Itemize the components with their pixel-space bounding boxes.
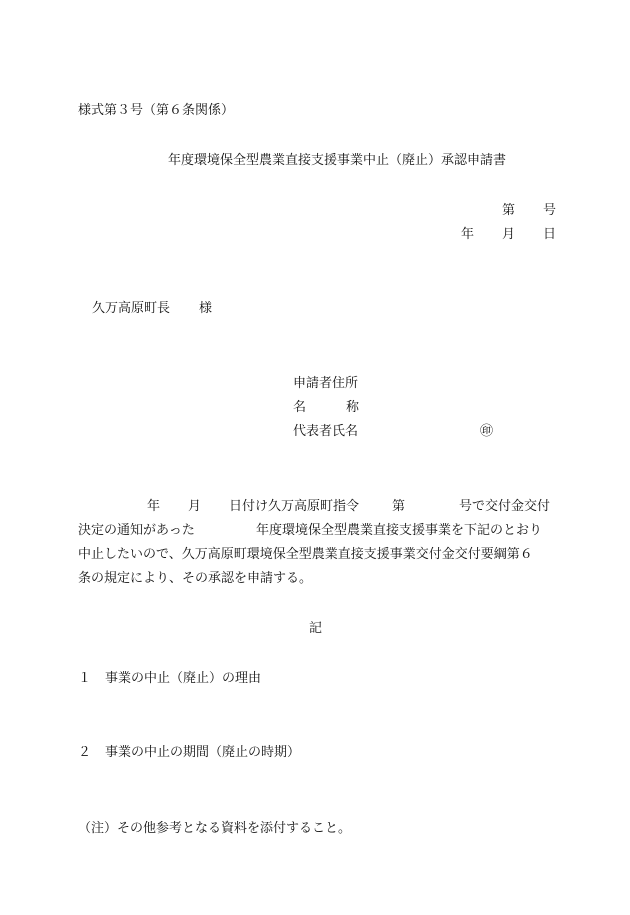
form-header: 様式第３号（第６条関係） [78, 103, 235, 118]
date-year: 年 [461, 227, 475, 242]
note: （注）その他参考となる資料を添付すること。 [78, 821, 352, 836]
item-text: 事業の中止の期間（廃止の時期） [105, 745, 301, 760]
doc-number-dai: 第 [502, 203, 516, 218]
applicant-address-label: 申請者住所 [293, 376, 359, 391]
doc-number-go: 号 [543, 203, 557, 218]
date-day: 日 [543, 227, 557, 242]
body-line-4: 条の規定により、その承認を申請する。 [78, 571, 313, 586]
body-line-3: 中止したいので、久万高原町環境保全型農業直接支援事業交付金交付要綱第６ [78, 547, 533, 562]
item-number: １ [78, 671, 92, 686]
document-title: 年度環境保全型農業直接支援事業中止（廃止）承認申請書 [168, 153, 507, 168]
addressee-name: 久万高原町長 [92, 301, 171, 316]
ki-heading: 記 [309, 621, 323, 636]
applicant-name-label-1: 名 [293, 400, 307, 415]
addressee-honorific: 様 [199, 301, 213, 316]
item-text: 事業の中止（廃止）の理由 [105, 671, 262, 686]
item-number: ２ [78, 745, 92, 760]
seal-mark: ㊞ [480, 424, 494, 439]
applicant-representative-label: 代表者氏名 [293, 424, 359, 439]
date-month: 月 [502, 227, 516, 242]
applicant-name-label-2: 称 [346, 400, 360, 415]
